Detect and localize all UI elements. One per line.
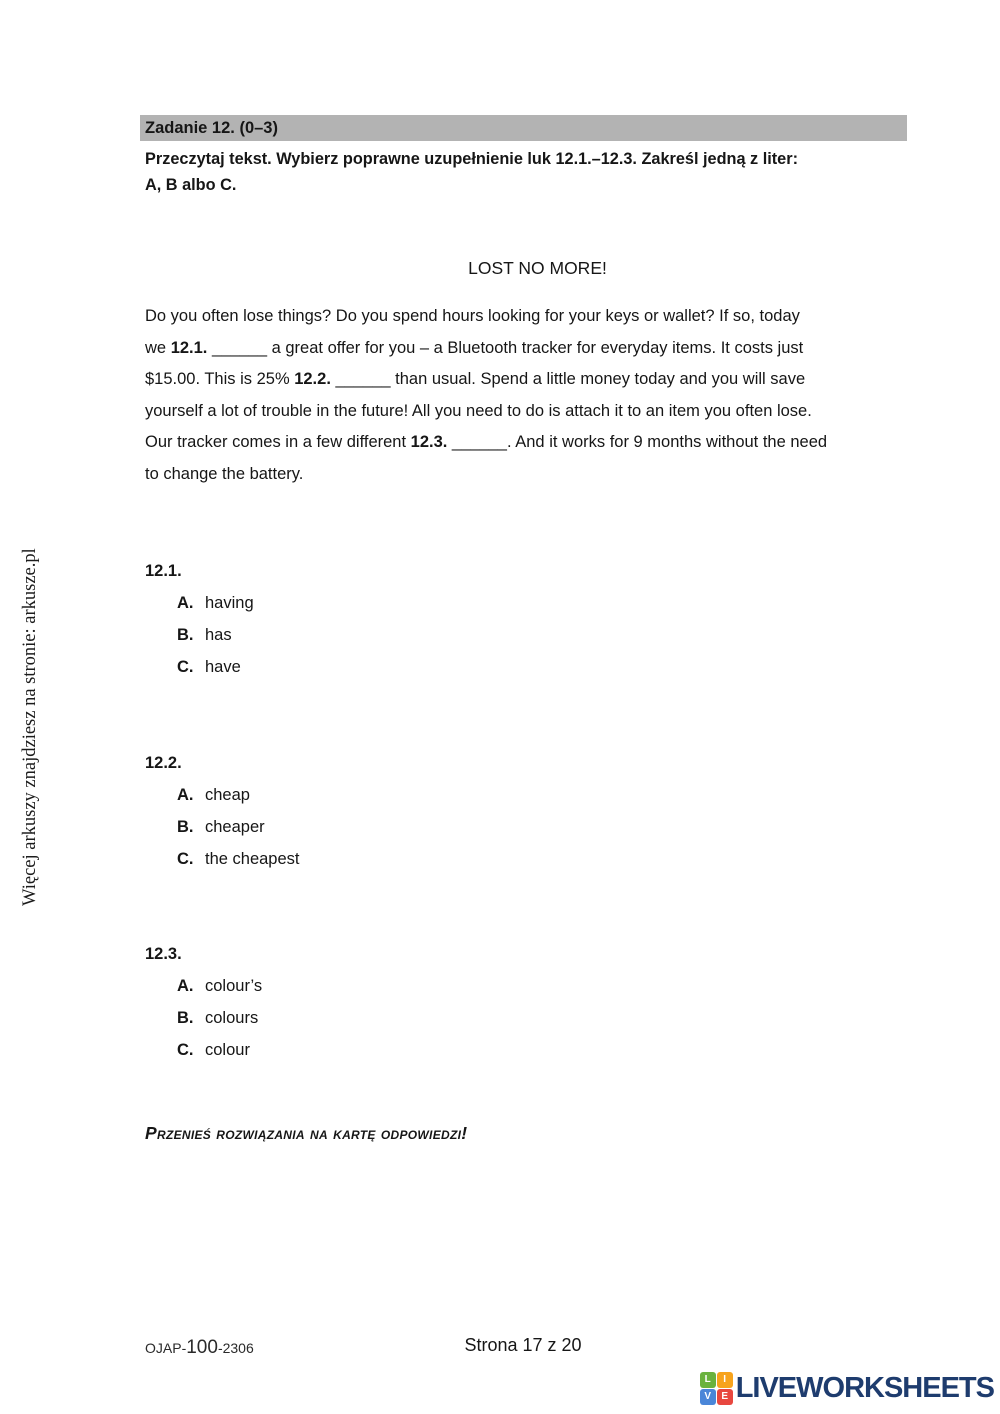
worksheet-content [145, 115, 908, 1144]
question-block-12-2 [145, 747, 908, 875]
gap-number-12-3: 12.3. [410, 433, 448, 452]
option-letter: B. [177, 625, 194, 644]
option-text: colour’s [205, 976, 263, 995]
passage-line: $15.00. This is 25% 12.2. ______ than usual. Spend a little money today and you will save [145, 370, 806, 389]
option-letter: C. [177, 657, 194, 676]
logo-tile-v: V [700, 1389, 716, 1405]
option-letter: B. [177, 1008, 194, 1027]
logo-tile-e: E [717, 1389, 733, 1405]
option-text: the cheapest [205, 849, 300, 868]
option-text: have [205, 657, 241, 676]
liveworksheets-wordmark: LIVEWORKSHEETS [735, 1372, 994, 1404]
option-letter: B. [177, 817, 194, 836]
option-letter: A. [177, 785, 194, 804]
passage-line: Do you often lose things? Do you spend hours looking for your keys or wallet? If so, today [145, 307, 800, 325]
answer-option-12-3-c[interactable] [145, 1034, 908, 1066]
question-number: 12.1. [145, 561, 182, 580]
option-text: colours [205, 1008, 259, 1027]
option-text: has [205, 625, 232, 644]
option-text: having [205, 593, 254, 612]
passage-line: we 12.1. ______ a great offer for you – a Bluetooth tracker for everyday items. It costs just [145, 338, 804, 357]
task-title: Zadanie 12. (0–3) [145, 119, 278, 137]
option-letter: C. [177, 1040, 194, 1059]
passage-line: yourself a lot of trouble in the future! All you need to do is attach it to an item you often lose. [145, 401, 812, 420]
option-text: cheaper [205, 817, 265, 836]
gap-number-12-2: 12.2. [294, 370, 331, 389]
page-footer [0, 1333, 1000, 1363]
option-letter: C. [177, 849, 194, 868]
option-letter: A. [177, 976, 194, 995]
answer-option-12-1-c[interactable] [145, 651, 908, 683]
answer-option-12-2-c[interactable] [145, 843, 908, 875]
answer-option-12-3-b[interactable] [145, 1002, 908, 1034]
passage-text [145, 301, 908, 491]
exam-sheet-code: OJAP-100-2306 [145, 1337, 254, 1358]
option-text: cheap [205, 785, 250, 804]
task-instruction-line2: A, B albo C. [145, 176, 237, 194]
answer-option-12-3-a[interactable] [145, 970, 908, 1002]
answer-option-12-2-a[interactable] [145, 779, 908, 811]
answer-option-12-1-b[interactable] [145, 619, 908, 651]
question-block-12-3 [145, 938, 908, 1066]
transfer-note: Przenieś rozwiązania na kartę odpowiedzi! [145, 1122, 468, 1143]
passage-title: LOST NO MORE! [468, 258, 607, 278]
question-number: 12.3. [145, 944, 182, 963]
passage-line: to change the battery. [145, 464, 304, 483]
gap-number-12-1: 12.1. [170, 338, 208, 357]
option-letter: A. [177, 593, 194, 612]
task-instruction [145, 146, 908, 198]
logo-tile-l: L [700, 1372, 716, 1388]
question-block-12-1 [145, 555, 908, 683]
page-number: Strona 17 z 20 [464, 1335, 582, 1355]
answer-option-12-1-a[interactable] [145, 587, 908, 619]
option-text: colour [205, 1040, 250, 1059]
liveworksheets-logo[interactable] [700, 1371, 994, 1405]
sidebar-watermark-text: Więcej arkuszy znajdziesz na stronie: arkusze.pl [20, 548, 40, 906]
passage-line: Our tracker comes in a few different 12.3. ______. And it works for 9 months without the need [145, 433, 828, 452]
liveworksheets-logo-icon [700, 1372, 733, 1405]
answer-option-12-2-b[interactable] [145, 811, 908, 843]
task-header-bar [140, 115, 907, 141]
logo-tile-i: I [717, 1372, 733, 1388]
question-number: 12.2. [145, 753, 182, 772]
task-instruction-line1: Przeczytaj tekst. Wybierz poprawne uzupełnienie luk 12.1.–12.3. Zakreśl jedną z liter: [145, 150, 798, 168]
